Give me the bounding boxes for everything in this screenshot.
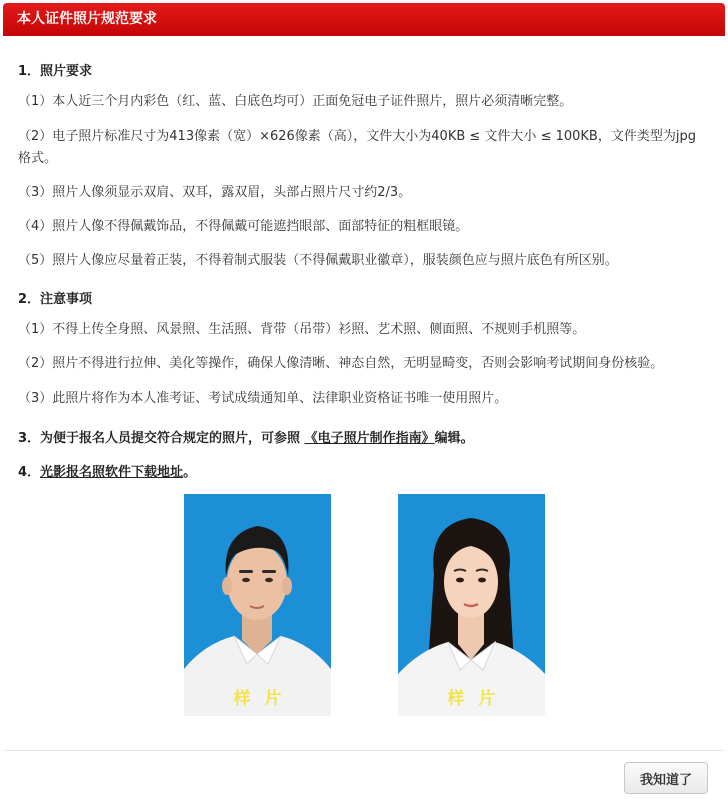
guide-prefix: 3．为便于报名人员提交符合规定的照片，可参照 — [18, 431, 305, 446]
section-download — [18, 461, 196, 480]
list-item: （2）照片不得进行拉伸、美化等操作，确保人像清晰、神态自然，无明显畸变，否则会影响考试期间身份核验。 — [18, 356, 664, 371]
list-item: （3）照片人像须显示双肩、双耳，露双眉，头部占照片尺寸约2/3。 — [18, 185, 412, 200]
photo-guide-link[interactable]: 《电子照片制作指南》 — [304, 431, 435, 446]
acknowledge-button[interactable]: 我知道了 — [624, 762, 708, 794]
sample-photo-male — [184, 494, 331, 716]
section-heading-notes: 2．注意事项 — [18, 292, 93, 307]
sample-watermark: 样片 — [447, 689, 510, 709]
guide-suffix: 编辑。 — [434, 431, 474, 446]
list-item: （2）电子照片标准尺寸为413像素（宽）×626像素（高），文件大小为40KB ≤ 文件大小 ≤ 100KB，文件类型为jpg格式。 — [18, 129, 696, 166]
download-suffix: 。 — [183, 465, 197, 480]
software-download-link[interactable]: 光影报名照软件下载地址 — [40, 465, 184, 480]
sample-watermark: 样片 — [233, 689, 296, 709]
section-guide — [18, 427, 474, 446]
footer-divider — [3, 750, 725, 751]
male-portrait-image — [184, 494, 331, 716]
section-heading-photo-requirements: 1．照片要求 — [18, 64, 93, 79]
female-portrait-image — [398, 494, 545, 716]
list-item: （4）照片人像不得佩戴饰品，不得佩戴可能遮挡眼部、面部特征的粗框眼镜。 — [18, 219, 469, 234]
list-item: （1）不得上传全身照、风景照、生活照、背带（吊带）衫照、艺术照、侧面照、不规则手机照等。 — [18, 322, 586, 337]
download-prefix: 4． — [18, 465, 41, 480]
list-item: （5）照片人像应尽量着正装，不得着制式服装（不得佩戴职业徽章），服装颜色应与照片底色有所区别。 — [18, 253, 618, 268]
list-item: （1）本人近三个月内彩色（红、蓝、白底色均可）正面免冠电子证件照片，照片必须清晰完整。 — [18, 94, 573, 109]
sample-photos — [0, 494, 728, 716]
sample-photo-female — [398, 494, 545, 716]
list-item: （3）此照片将作为本人准考证、考试成绩通知单、法律职业资格证书唯一使用照片。 — [18, 391, 508, 406]
dialog-title: 本人证件照片规范要求 — [3, 3, 725, 36]
